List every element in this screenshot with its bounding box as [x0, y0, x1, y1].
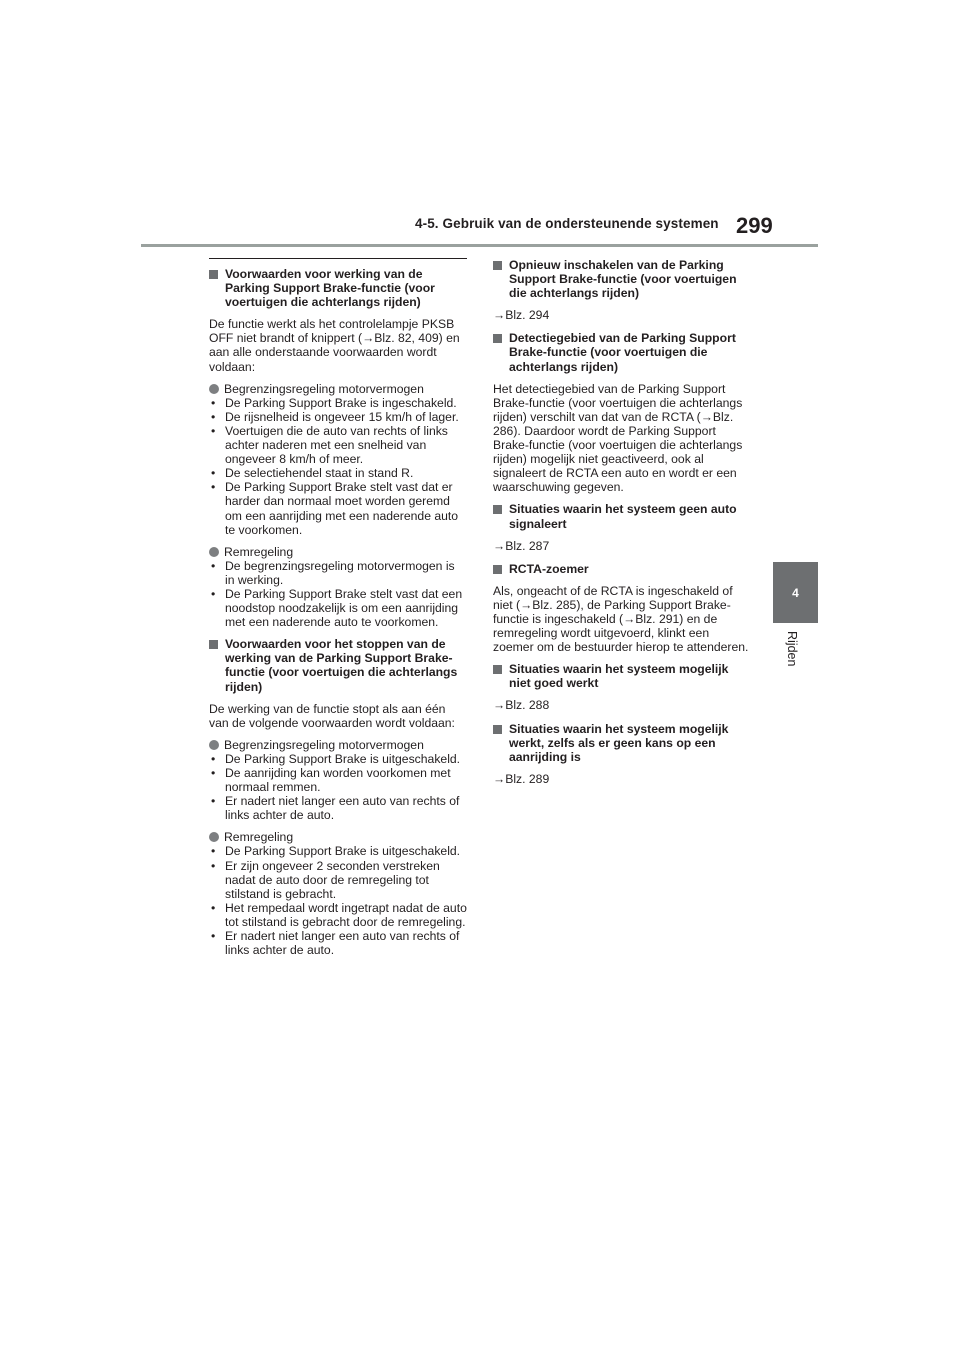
circle-bullet-icon [209, 547, 219, 557]
page-reference[interactable]: →Blz. 294 [493, 308, 550, 323]
paragraph: De werking van de functie stopt als aan één van de volgende voorwaarden wordt voldaan: [209, 701, 455, 730]
circle-bullet-icon [209, 740, 219, 750]
section-heading: Situaties waarin het systeem mogelijk niet goed werkt [493, 662, 751, 690]
list-item: • De Parking Support Brake is ingeschakeld. [209, 396, 467, 410]
square-bullet-icon [493, 665, 502, 674]
chapter-number: 4 [792, 585, 799, 600]
circle-bullet-icon [209, 384, 219, 394]
bullet-list [209, 752, 467, 822]
square-bullet-icon [493, 565, 502, 574]
chapter-tab[interactable] [773, 562, 818, 623]
section-heading: Opnieuw inschakelen van de Parking Support Brake-functie (voor voertuigen die achterlangs rijden) [493, 258, 751, 300]
chapter-label: Rijden [785, 631, 799, 667]
list-item: • Voertuigen die de auto van rechts of links achter naderen met een snelheid van ongeveer 8 km/h of meer. [209, 424, 467, 466]
right-column [493, 258, 751, 795]
list-item: • Het rempedaal wordt ingetrapt nadat de auto tot stilstand is gebracht door de remregeling. [209, 901, 467, 929]
list-item: • De Parking Support Brake is uitgeschakeld. [209, 752, 467, 766]
header-rule [141, 244, 818, 247]
list-item: • Er nadert niet langer een auto van rechts of links achter de auto. [209, 929, 467, 957]
subgroup-title: Remregeling [209, 830, 467, 844]
list-item: • De Parking Support Brake stelt vast dat er harder dan normaal moet worden geremd om een aanrijding met een naderende auto te voorkomen. [209, 480, 467, 536]
list-item: • De begrenzingsregeling motorvermogen is in werking. [209, 559, 467, 587]
section-heading: Situaties waarin het systeem geen auto signaleert [493, 502, 751, 530]
subgroup-title: Begrenzingsregeling motorvermogen [209, 382, 467, 396]
section-heading: Voorwaarden voor het stoppen van de werking van de Parking Support Brake-functie (voor voertuigen die achterlangs rijden) [209, 637, 467, 693]
square-bullet-icon [493, 505, 502, 514]
bullet-list [209, 559, 467, 629]
square-bullet-icon [209, 640, 218, 649]
bullet-list [209, 844, 467, 957]
list-item: • Er zijn ongeveer 2 seconden verstreken nadat de auto door de remregeling tot stilstand is gebracht. [209, 859, 467, 901]
paragraph: Het detectiegebied van de Parking Support Brake-functie (voor voertuigen die achterlangs rijden) verschilt van dat van de RCTA (→Blz. 286). Daardoor wordt de Parking Support Brake-functie (voor voertuigen die achterlangs rijden) mogelijk niet geactiveerd, ook al signaleert de RCTA een auto en wordt er een waarschuwing gegeven. [493, 381, 743, 495]
list-item: • Er nadert niet langer een auto van rechts of links achter de auto. [209, 794, 467, 822]
square-bullet-icon [493, 261, 502, 270]
list-item: • De rijsnelheid is ongeveer 15 km/h of lager. [209, 410, 467, 424]
column-top-rule [209, 258, 467, 259]
page-reference[interactable]: →Blz. 289 [493, 771, 550, 786]
left-column [209, 258, 467, 965]
section-title: 4-5. Gebruik van de ondersteunende systemen [415, 216, 719, 231]
list-item: • De Parking Support Brake is uitgeschakeld. [209, 844, 467, 858]
list-item: • De Parking Support Brake stelt vast dat een noodstop noodzakelijk is om een aanrijding met een naderende auto te voorkomen. [209, 587, 467, 629]
square-bullet-icon [493, 725, 502, 734]
subgroup-title: Begrenzingsregeling motorvermogen [209, 738, 467, 752]
subgroup-title: Remregeling [209, 545, 467, 559]
bullet-list [209, 396, 467, 537]
section-heading: Voorwaarden voor werking van de Parking Support Brake-functie (voor voertuigen die achterlangs rijden) [209, 267, 467, 309]
section-heading: RCTA-zoemer [493, 562, 751, 576]
paragraph: Als, ongeacht of de RCTA is ingeschakeld of niet (→Blz. 285), de Parking Support Brake-functie is ingeschakeld (→Blz. 291) en de remregeling wordt uitgevoerd, klinkt een zoemer om de bestuurder hierop te attenderen. [493, 583, 749, 655]
list-item: • De aanrijding kan worden voorkomen met normaal remmen. [209, 766, 467, 794]
section-heading: Situaties waarin het systeem mogelijk werkt, zelfs als er geen kans op een aanrijding is [493, 722, 751, 764]
list-item: • De selectiehendel staat in stand R. [209, 466, 467, 480]
page-reference[interactable]: →Blz. 288 [493, 698, 550, 713]
paragraph: De functie werkt als het controlelampje PKSB OFF niet brandt of knippert (→Blz. 82, 409) en aan alle onderstaande voorwaarden wordt voldaan: [209, 317, 460, 374]
page-reference[interactable]: →Blz. 287 [493, 538, 550, 553]
page-number: 299 [736, 213, 773, 238]
square-bullet-icon [493, 334, 502, 343]
square-bullet-icon [209, 270, 218, 279]
circle-bullet-icon [209, 832, 219, 842]
section-heading: Detectiegebied van de Parking Support Brake-functie (voor voertuigen die achterlangs rijden) [493, 331, 751, 373]
